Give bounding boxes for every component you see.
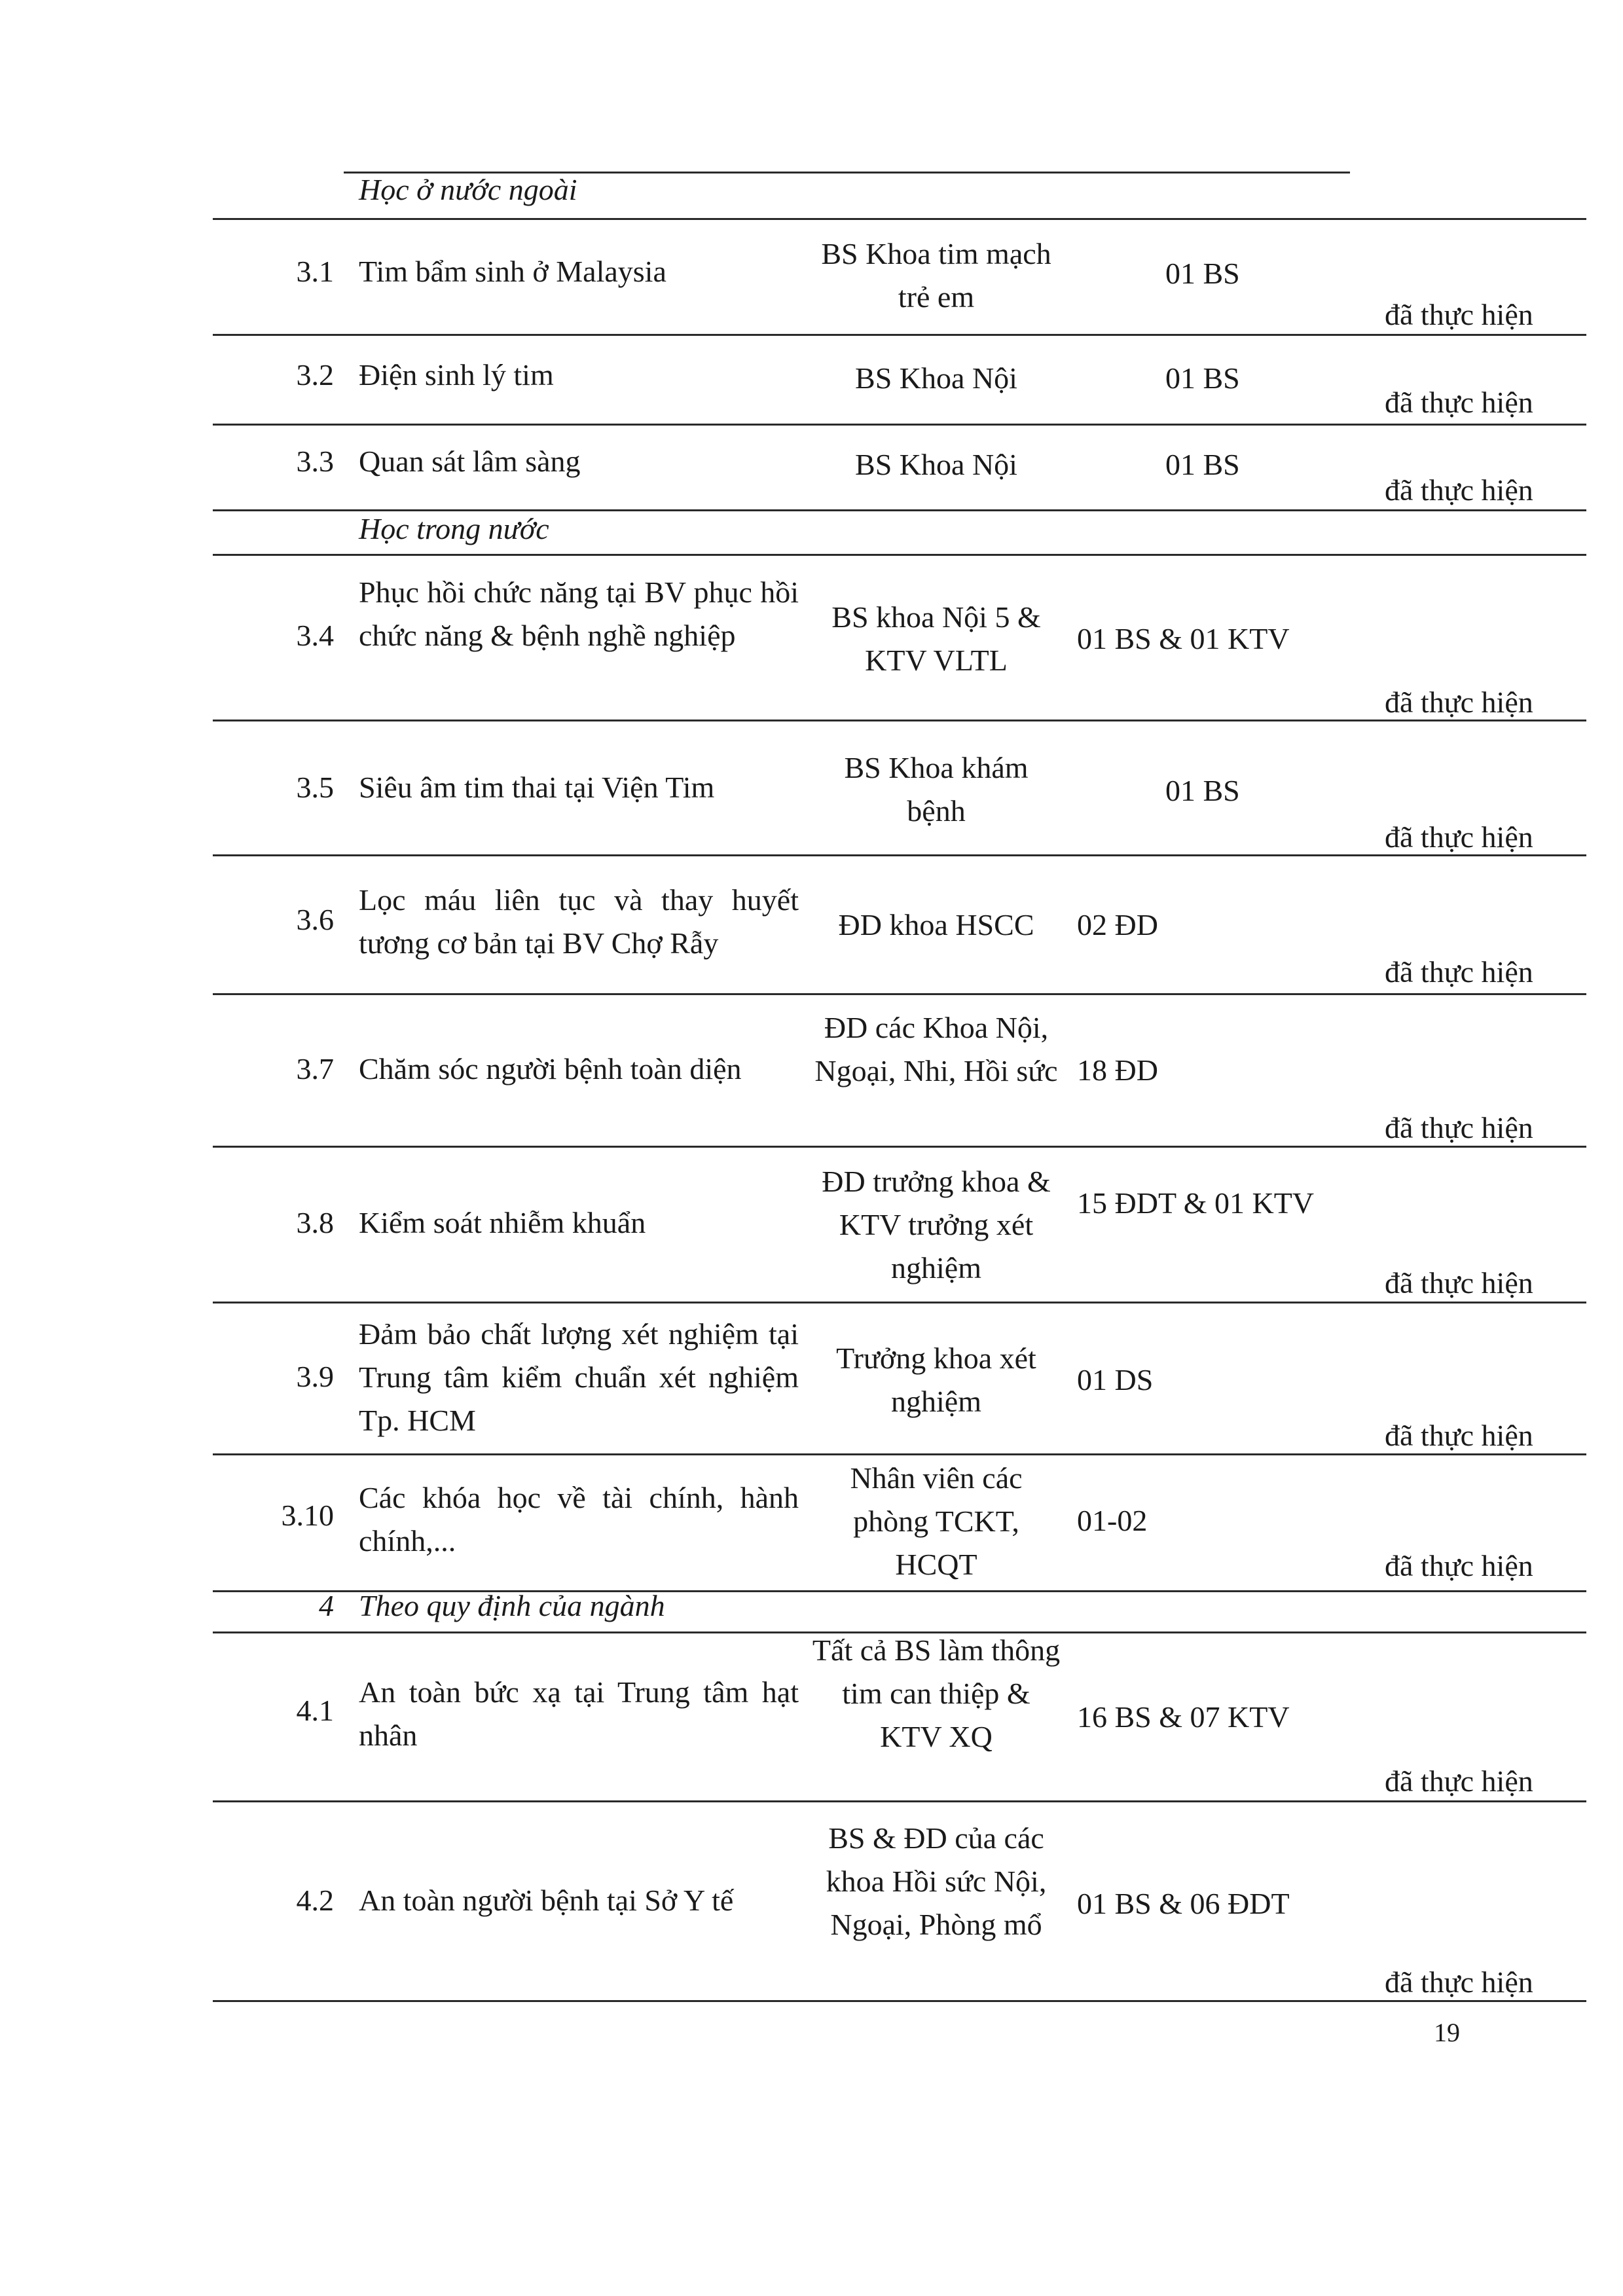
row-object: BS Khoa khám bệnh xyxy=(844,751,1029,828)
row-object: ĐD các Khoa Nội, Ngoại, Nhi, Hồi sức xyxy=(814,1011,1058,1087)
rule xyxy=(213,554,1586,556)
row-object: Trưởng khoa xét nghiệm xyxy=(836,1341,1036,1418)
row-status: đã thực hiện xyxy=(1385,473,1533,507)
rule xyxy=(213,2000,1586,2002)
rule xyxy=(213,218,1586,220)
row-object: BS & ĐD của các khoa Hồi sức Nội, Ngoại, Phòng mổ xyxy=(826,1821,1047,1941)
row-number: 3.4 xyxy=(296,619,334,652)
page-number: 19 xyxy=(1434,2018,1460,2047)
row-quantity: 16 BS & 07 KTV xyxy=(1077,1700,1290,1734)
row-content: Phục hồi chức năng tại BV phục hồi chức năng & bệnh nghề nghiệp xyxy=(359,575,799,652)
row-status: đã thực hiện xyxy=(1385,685,1533,719)
row-object: BS Khoa Nội xyxy=(855,361,1017,395)
row-content: Chăm sóc người bệnh toàn diện xyxy=(359,1052,742,1085)
row-status: đã thực hiện xyxy=(1385,1965,1533,1999)
row-number: 3.3 xyxy=(296,445,334,478)
row-number: 3.8 xyxy=(296,1206,334,1239)
rule xyxy=(213,854,1586,856)
row-object: BS khoa Nội 5 & KTV VLTL xyxy=(831,600,1041,677)
row-quantity: 01 BS & 06 ĐDT xyxy=(1077,1887,1290,1920)
section-heading-domestic: Học trong nước xyxy=(359,512,549,545)
row-status: đã thực hiện xyxy=(1385,1764,1533,1798)
rule xyxy=(213,1302,1586,1303)
row-content: Kiểm soát nhiễm khuẩn xyxy=(359,1206,646,1239)
row-status: đã thực hiện xyxy=(1385,955,1533,989)
row-object: Tất cả BS làm thông tim can thiệp & KTV XQ xyxy=(812,1633,1061,1753)
row-status: đã thực hiện xyxy=(1385,1111,1533,1144)
row-number: 3.2 xyxy=(296,358,334,392)
row-quantity: 01 BS xyxy=(1165,774,1240,807)
row-number: 4.2 xyxy=(296,1884,334,1917)
rule xyxy=(213,993,1586,995)
section-4-heading: Theo quy định của ngành xyxy=(359,1589,665,1622)
row-status: đã thực hiện xyxy=(1385,298,1533,331)
row-content: Điện sinh lý tim xyxy=(359,358,554,392)
row-quantity: 01 BS xyxy=(1165,448,1240,481)
row-number: 3.7 xyxy=(296,1052,334,1085)
rule xyxy=(213,424,1586,426)
rule xyxy=(213,334,1586,336)
row-content: Siêu âm tim thai tại Viện Tim xyxy=(359,771,715,804)
row-content: Quan sát lâm sàng xyxy=(359,445,581,478)
row-status: đã thực hiện xyxy=(1385,1419,1533,1452)
rule xyxy=(213,1453,1586,1455)
row-content: Các khóa học về tài chính, hành chính,... xyxy=(359,1481,799,1558)
row-quantity: 01 BS xyxy=(1165,361,1240,395)
row-number: 3.9 xyxy=(296,1360,334,1393)
rule xyxy=(213,1146,1586,1148)
row-quantity: 01 BS & 01 KTV xyxy=(1077,622,1290,655)
row-object: BS Khoa tim mạch trẻ em xyxy=(821,237,1051,314)
row-content: An toàn người bệnh tại Sở Y tế xyxy=(359,1884,734,1917)
row-quantity: 01 DS xyxy=(1077,1363,1154,1396)
row-status: đã thực hiện xyxy=(1385,1266,1533,1300)
row-number: 3.1 xyxy=(296,255,334,288)
row-object: ĐD trưởng khoa & KTV trưởng xét nghiệm xyxy=(822,1165,1051,1285)
row-number: 4.1 xyxy=(296,1694,334,1727)
row-object: ĐD khoa HSCC xyxy=(838,908,1034,941)
row-quantity: 15 ĐDT & 01 KTV xyxy=(1077,1186,1315,1220)
row-quantity: 02 ĐD xyxy=(1077,908,1158,941)
row-content: Tim bẩm sinh ở Malaysia xyxy=(359,255,666,288)
row-content: An toàn bức xạ tại Trung tâm hạt nhân xyxy=(359,1675,799,1752)
row-status: đã thực hiện xyxy=(1385,1549,1533,1582)
row-quantity: 18 ĐD xyxy=(1077,1053,1158,1087)
section-4-number: 4 xyxy=(319,1589,334,1622)
row-status: đã thực hiện xyxy=(1385,386,1533,419)
row-quantity: 01-02 xyxy=(1077,1504,1148,1537)
row-number: 3.6 xyxy=(296,903,334,936)
rule xyxy=(213,1800,1586,1802)
row-number: 3.10 xyxy=(281,1499,334,1532)
row-content: Lọc máu liên tục và thay huyết tương cơ bản tại BV Chợ Rẫy xyxy=(359,883,799,960)
row-quantity: 01 BS xyxy=(1165,257,1240,290)
row-object: Nhân viên các phòng TCKT, HCQT xyxy=(850,1461,1023,1581)
row-number: 3.5 xyxy=(296,771,334,804)
rule xyxy=(213,720,1586,721)
row-object: BS Khoa Nội xyxy=(855,448,1017,481)
section-heading-abroad: Học ở nước ngoài xyxy=(359,173,577,206)
row-content: Đảm bảo chất lượng xét nghiệm tại Trung tâm kiểm chuẩn xét nghiệm Tp. HCM xyxy=(359,1317,799,1437)
row-status: đã thực hiện xyxy=(1385,820,1533,854)
